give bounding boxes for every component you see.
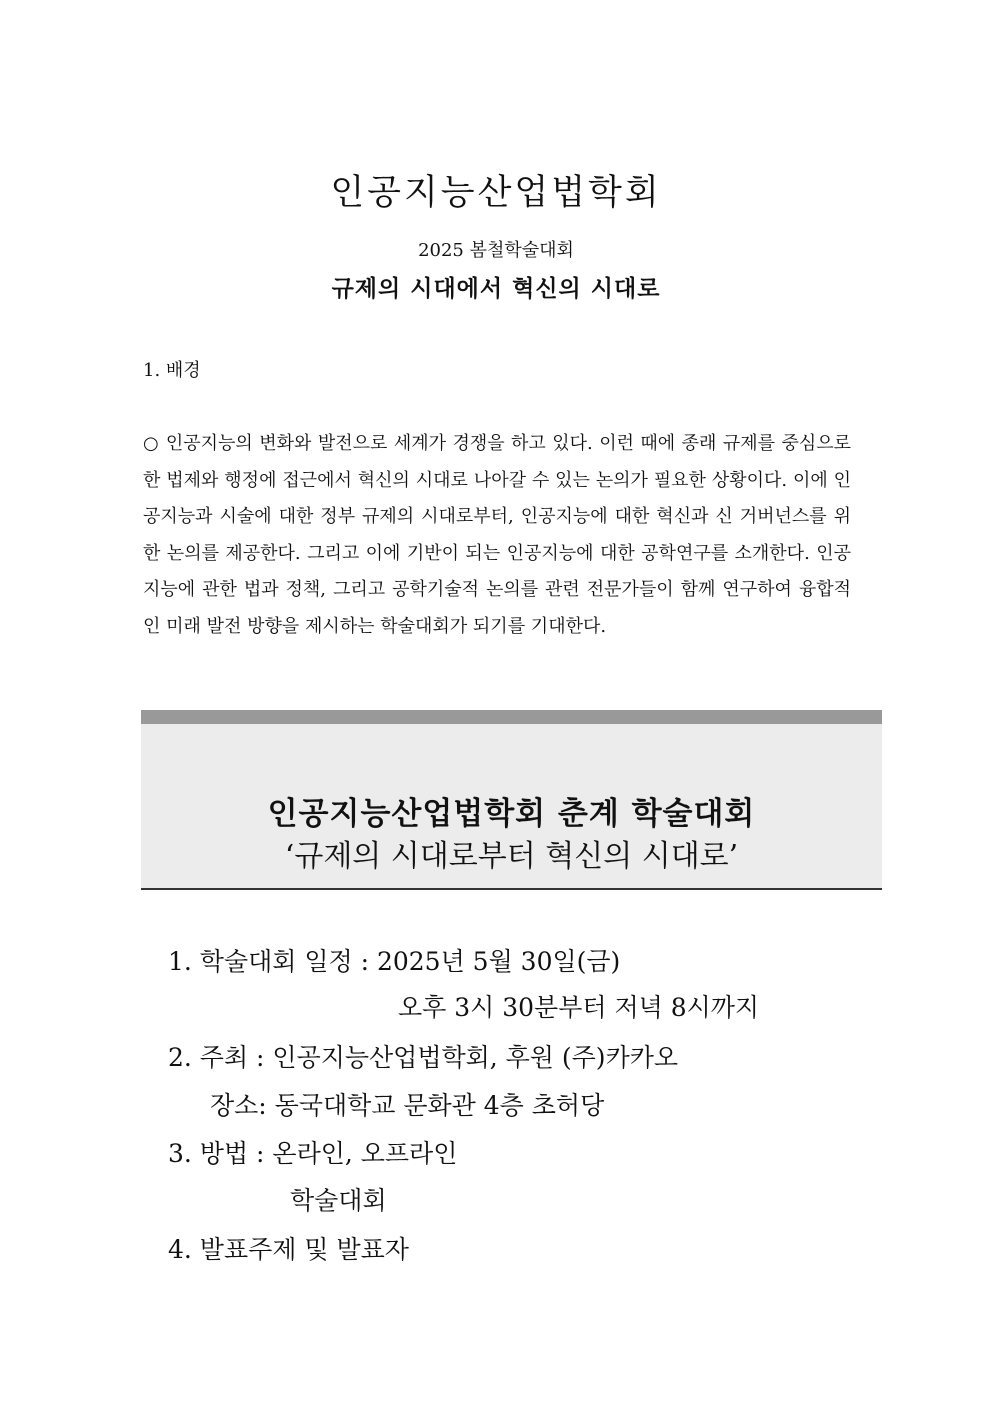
- event-subtitle: 2025 봄철학술대회: [418, 240, 574, 261]
- detail-venue: 장소: 동국대학교 문화관 4층 초허당: [210, 1091, 605, 1120]
- banner-top-bar: [141, 710, 882, 724]
- detail-schedule-time: 오후 3시 30분부터 저녁 8시까지: [398, 993, 760, 1022]
- background-heading: 1. 배경: [143, 360, 201, 381]
- event-theme: 규제의 시대에서 혁신의 시대로: [331, 276, 661, 302]
- banner-subtitle: ‘규제의 시대로부터 혁신의 시대로’: [284, 839, 739, 874]
- banner-title: 인공지능산업법학회 춘계 학술대회: [267, 796, 756, 832]
- detail-method-cont: 학술대회: [290, 1186, 387, 1215]
- background-paragraph: ○ 인공지능의 변화와 발전으로 세계가 경쟁을 하고 있다. 이런 때에 종래 규제를 중심으로 한 법제와 행정에 접근에서 혁신의 시대로 나아갈 수 있는 논의가 필요한 상황이다. 이에 인공지능과 시술에 대한 정부 규제의 시대로부터, 인공지능에 대한 혁신과 신 거버넌스를 위한 논의를 제공한다. 그리고 이에 기반이 되는 인공지능에 대한 공학연구를 소개한다. 인공지능에 관한 법과 정책, 그리고 공학기술적 논의를 관련 전문가들이 함께 연구하여 융합적인 미래 발전 방향을 제시하는 학술대회가 되기를 기대한다.: [143, 433, 851, 637]
- detail-presentations: 4. 발표주제 및 발표자: [168, 1235, 409, 1264]
- detail-host: 2. 주최 : 인공지능산업법학회, 후원 (주)카카오: [168, 1043, 679, 1072]
- organization-title: 인공지능산업법학회: [330, 173, 662, 213]
- detail-method: 3. 방법 : 온라인, 오프라인: [168, 1139, 458, 1168]
- event-banner: [141, 710, 882, 890]
- detail-schedule: 1. 학술대회 일정 : 2025년 5월 30일(금): [168, 947, 621, 976]
